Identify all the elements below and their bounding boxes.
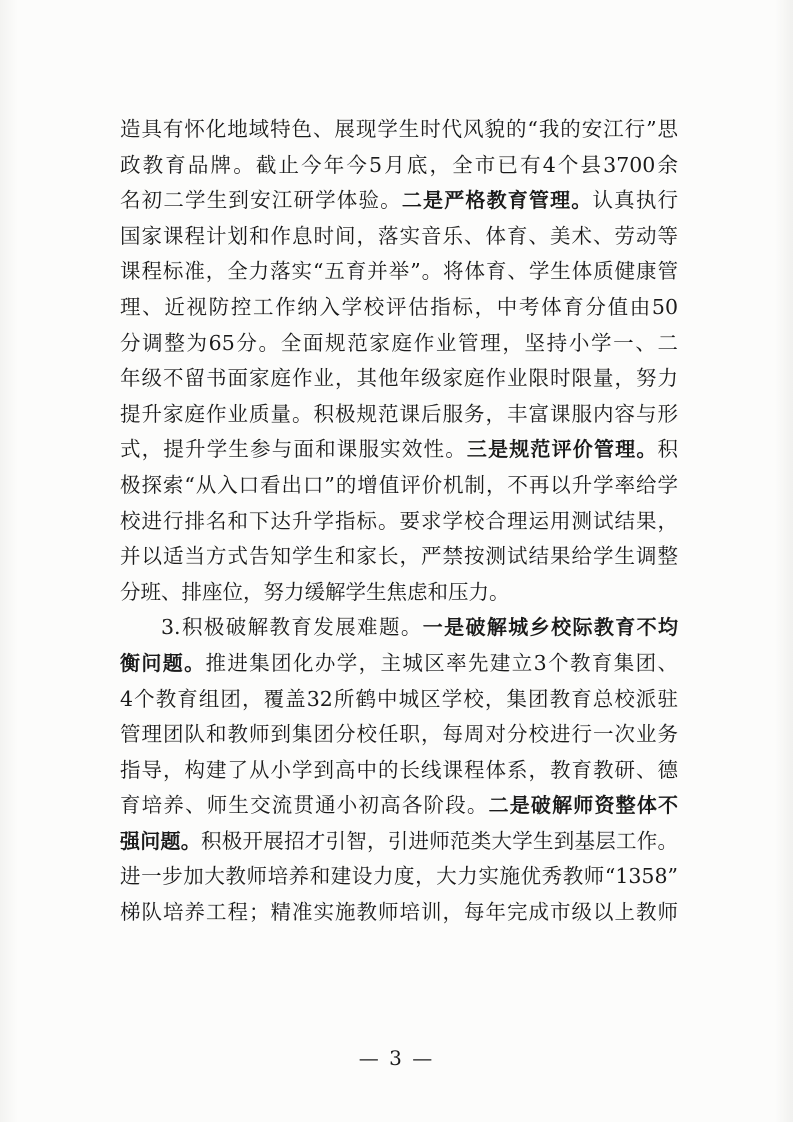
text-line: 国家课程计划和作息时间，落实音乐、体育、美术、劳动等 (120, 223, 678, 248)
page-number: — 3 — (358, 1046, 435, 1070)
body-text (120, 112, 678, 931)
text-line: 名初二学生到安江研学体验。二是严格教育管理。认真执行 (120, 188, 678, 213)
text-line: 衡问题。推进集团化办学，主城区率先建立3个教育集团、 (120, 650, 678, 675)
bold-heading: 一是破解城乡校际教育不均 (422, 615, 678, 640)
text-line: 式，提升学生参与面和课服实效性。三是规范评价管理。积 (120, 437, 678, 462)
bold-heading: 衡问题。 (120, 650, 206, 675)
text-line: 分班、排座位，努力缓解学生焦虑和压力。 (120, 579, 510, 604)
text-line: 理、近视防控工作纳入学校评估指标，中考体育分值由50 (120, 294, 678, 319)
text-line: 强问题。积极开展招才引智，引进师范类大学生到基层工作。 (120, 828, 678, 853)
text-line: 育培养、师生交流贯通小初高各阶段。二是破解师资整体不 (120, 793, 678, 818)
bold-heading: 二是严格教育管理。 (401, 188, 593, 213)
text-line: 并以适当方式告知学生和家长，严禁按测试结果给学生调整 (120, 544, 678, 569)
text-line: 提升家庭作业质量。积极规范课后服务，丰富课服内容与形 (120, 401, 678, 426)
text-line: 年级不留书面家庭作业，其他年级家庭作业限时限量，努力 (120, 366, 678, 391)
text-line: 进一步加大教师培养和建设力度，大力实施优秀教师“1358” (120, 864, 678, 889)
text-line: 梯队培养工程；精准实施教师培训，每年完成市级以上教师 (120, 900, 678, 925)
text-line: 极探索“从入口看出口”的增值评价机制，不再以升学率给学 (120, 472, 678, 497)
text-line: 管理团队和教师到集团分校任职，每周对分校进行一次业务 (120, 722, 678, 747)
text-line: 指导，构建了从小学到高中的长线课程体系，教育教研、德 (120, 757, 678, 782)
bold-heading: 二是破解师资整体不 (488, 793, 678, 818)
bold-heading: 三是规范评价管理。 (466, 437, 658, 462)
text-line: 分调整为65分。全面规范家庭作业管理，坚持小学一、二 (120, 330, 678, 355)
bold-heading: 强问题。 (120, 828, 201, 853)
text-line: 校进行排名和下达升学指标。要求学校合理运用测试结果， (120, 508, 678, 533)
text-line: 政教育品牌。截止今年今5月底，全市已有4个县3700余 (120, 152, 678, 177)
text-line: 造具有怀化地域特色、展现学生时代风貌的“我的安江行”思 (120, 117, 678, 141)
text-line: 课程标准，全力落实“五育并举”。将体育、学生体质健康管 (120, 259, 678, 284)
text-line: 3.积极破解教育发展难题。一是破解城乡校际教育不均 (161, 615, 678, 640)
text-line: 4个教育组团，覆盖32所鹤中城区学校，集团教育总校派驻 (120, 686, 678, 711)
